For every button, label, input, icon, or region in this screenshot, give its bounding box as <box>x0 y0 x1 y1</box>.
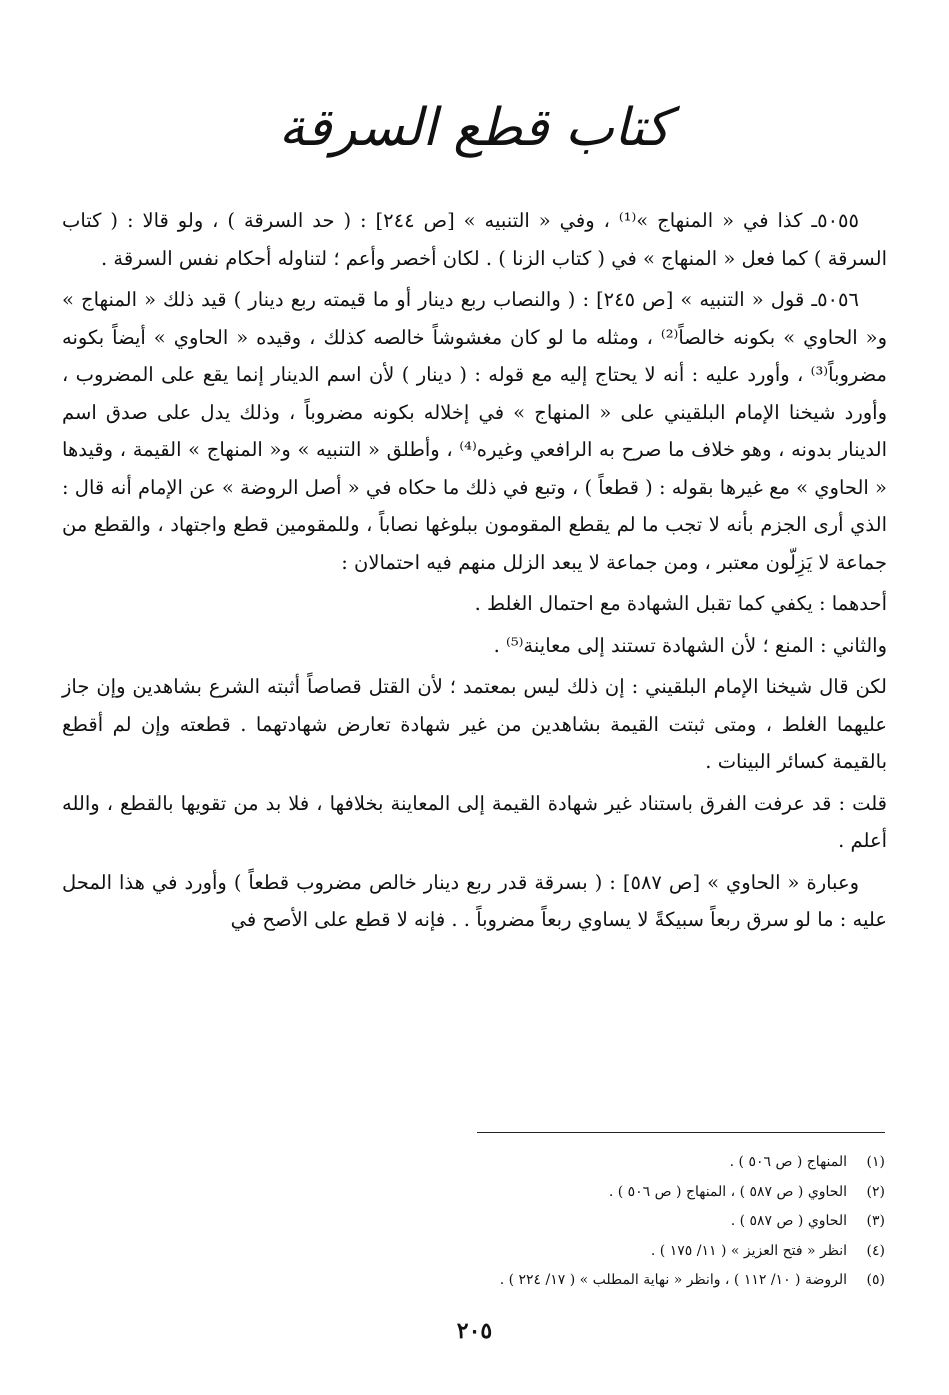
footnote-text: الروضة ( ١٠/ ١١٢ ) ، وانظر « نهاية المطلب » ( ١٧/ ٢٢٤ ) . <box>499 1272 847 1288</box>
footnote-number: (٢) <box>866 1183 885 1200</box>
footnote-text: الحاوي ( ص ٥٨٧ ) . <box>730 1213 847 1229</box>
chapter-title: كتاب قطع السرقة <box>278 98 671 158</box>
paragraph-first-opinion: أحدهما : يكفي كما تقبل الشهادة مع احتمال الغلط . <box>474 592 887 615</box>
paragraph-bulqini: لكن قال شيخنا الإمام البلقيني : إن ذلك ليس بمعتمد ؛ لأن القتل قصاصاً أثبته الشرع بشاهدين وإن جاز عليهما الغلط ، ومتى ثبتت القيمة بشاهدين من غير شهادة تعارض شهادتهما . قطعته وإن لم أقطع بالقيمة كسائر البينات . <box>62 675 887 773</box>
main-text <box>62 202 887 943</box>
footnote-text: انظر « فتح العزيز » ( ١١/ ١٧٥ ) . <box>650 1242 847 1259</box>
footnote-number: (١) <box>866 1154 885 1170</box>
paragraph-second-opinion: والثاني : المنع ؛ لأن الشهادة تستند إلى معاينة⁽⁵⁾ . <box>493 633 887 657</box>
paragraph-qultu: قلت : قد عرفت الفرق باستناد غير شهادة القيمة إلى المعاينة بخلافها ، فلا بد من تقويها بالقطع ، والله أعلم . <box>62 791 887 852</box>
footnote-item <box>300 1178 885 1208</box>
footnote-item <box>300 1207 885 1237</box>
footnotes <box>300 1148 885 1296</box>
footnote-number: (٤) <box>866 1242 885 1259</box>
paragraph-5056: ٥٠٥٦ـ قول « التنبيه » [ص ٢٤٥] : ( والنصاب ربع دينار أو ما قيمته ربع دينار ) قيد ذلك « المنهاج » و« الحاوي » بكونه خالصاً⁽²⁾ ، ومثله ما لو كان مغشوشاً خالصه كذلك ، وقيده « الحاوي » أيضاً بكونه مضروباً⁽³⁾ ، وأورد عليه : أنه لا يحتاج إليه مع قوله : ( دينار ) لأن اسم الدينار إنما يقع على المضروب ، وأورد شيخنا الإمام البلقيني على « المنهاج » في إخلاله بكونه مضروباً ، وذلك يدل على صدق اسم الدينار بدونه ، وهو خلاف ما صرح به الرافعي وغيره⁽⁴⁾ ، وأطلق « التنبيه » و« المنهاج » القيمة ، وقيدها « الحاوي » مع غيرها بقوله : ( قطعاً ) ، وتبع في ذلك ما حكاه في « أصل الروضة » عن الإمام أنه قال : الذي أرى الجزم بأنه لا تجب ما لم يقطع المقومون ببلوغها نصاباً ، وللمقومين قطع واجتهاد ، والقطع من جماعة لا يَزِلّون معتبر ، ومن جماعة لا يبعد الزلل منهم فيه احتمالان : <box>62 288 887 574</box>
paragraph-hawi: وعبارة « الحاوي » [ص ٥٨٧] : ( بسرقة قدر ربع دينار خالص مضروب قطعاً ) وأورد في هذا المحل عليه : ما لو سرق ربعاً سبيكةً لا يساوي ربعاً مضروباً . . فإنه لا قطع على الأصح في <box>62 870 887 931</box>
footnote-number: (٣) <box>866 1213 885 1229</box>
footnote-item <box>300 1266 885 1296</box>
footnote-text: المنهاج ( ص ٥٠٦ ) . <box>729 1154 847 1170</box>
footnote-item <box>300 1237 885 1267</box>
paragraph-5055: ٥٠٥٥ـ كذا في « المنهاج »⁽¹⁾ ، وفي « التنبيه » [ص ٢٤٤] : ( حد السرقة ) ، ولو قالا : ( كتاب السرقة ) كما فعل « المنهاج » في ( كتاب الزنا ) . لكان أخصر وأعم ؛ لتناوله أحكام نفس السرقة . <box>62 209 887 270</box>
footnote-item <box>300 1148 885 1178</box>
page-number: ٢٠٥ <box>456 1318 493 1344</box>
footnote-number: (٥) <box>866 1272 885 1288</box>
footnote-text: الحاوي ( ص ٥٨٧ ) ، المنهاج ( ص ٥٠٦ ) . <box>608 1183 847 1200</box>
footnote-divider <box>477 1132 885 1133</box>
